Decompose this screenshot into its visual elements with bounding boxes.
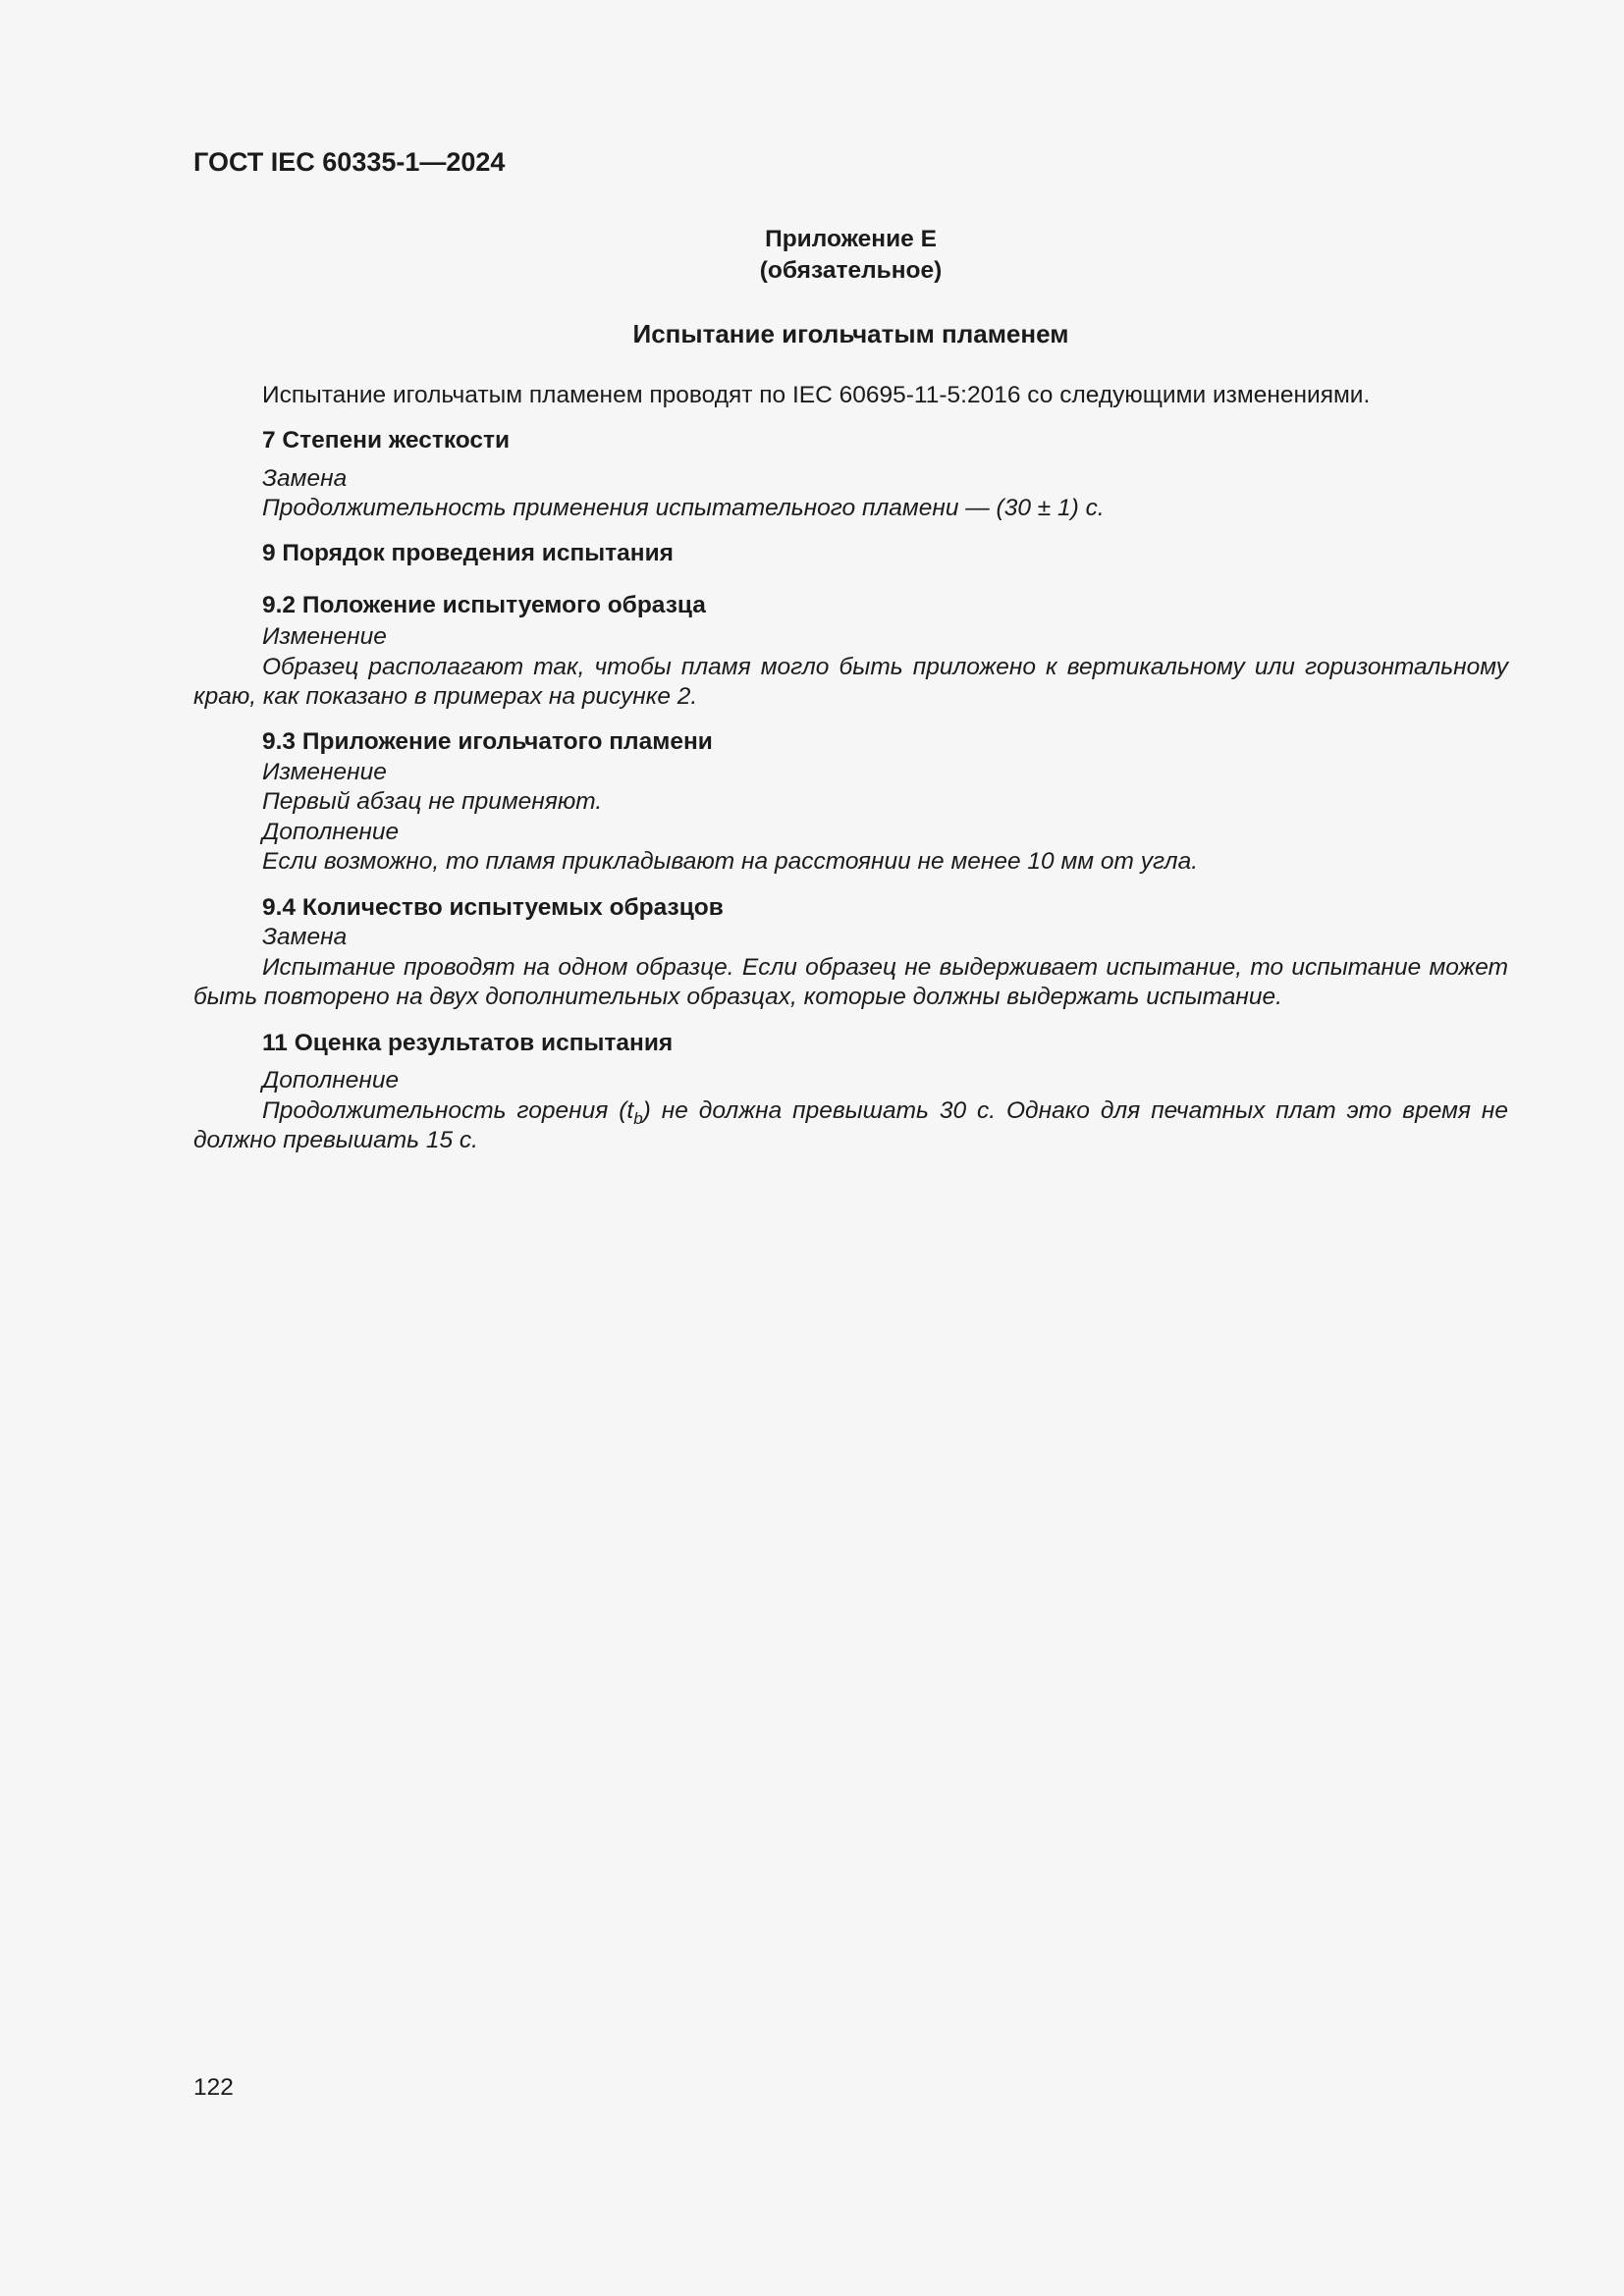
annex-heading: Испытание игольчатым пламенем — [632, 319, 1069, 348]
section-9-4-label: Замена — [262, 924, 348, 950]
section-9-3-text-1: Первый абзац не применяют. — [262, 788, 603, 815]
section-7-heading: 7 Степени жесткости — [262, 427, 511, 454]
section-9-3-label-2: Дополнение — [262, 819, 400, 845]
intro-paragraph: Испытание игольчатым пламенем проводят по IEC 60695-11-5:2016 со следующими изменениями. — [262, 382, 1371, 408]
section-9-3-heading: 9.3 Приложение игольчатого пламени — [262, 728, 713, 755]
document-header: ГОСТ IEC 60335-1—2024 — [193, 147, 506, 177]
section-9-3-label-1: Изменение — [262, 759, 387, 785]
section-9-2-label: Изменение — [262, 623, 387, 650]
section-9-heading: 9 Порядок проведения испытания — [262, 540, 674, 566]
page-number: 122 — [193, 2074, 234, 2101]
section-11-subscript: b — [633, 1108, 643, 1128]
section-9-2-text: Образец располагают так, чтобы пламя могло быть приложено к вертикальному или горизонтальному краю, как показано в примерах на рисунке 2. — [193, 654, 1508, 710]
section-9-4-heading: 9.4 Количество испытуемых образцов — [262, 894, 724, 921]
section-7-text: Продолжительность применения испытательного пламени — (30 ± 1) с. — [262, 495, 1105, 521]
annex-status: (обязательное) — [759, 257, 943, 284]
section-9-2-heading: 9.2 Положение испытуемого образца — [262, 592, 706, 618]
section-11-text-after: ) не должна превышать 30 с. Однако для печатных плат это время не должно превышать 15 с. — [193, 1097, 1508, 1153]
section-11-text — [193, 1096, 1508, 1155]
section-9-3-text-2: Если возможно, то пламя прикладывают на расстоянии не менее 10 мм от угла. — [262, 848, 1199, 875]
section-11-label: Дополнение — [262, 1067, 400, 1094]
section-11-heading: 11 Оценка результатов испытания — [262, 1030, 674, 1056]
section-7-label: Замена — [262, 465, 348, 492]
annex-title: Приложение E — [765, 226, 937, 252]
section-9-4-text: Испытание проводят на одном образце. Если образец не выдерживает испытание, то испытание может быть повторено на двух дополнительных образцах, которые должны выдержать испытание. — [193, 954, 1508, 1010]
section-11-text-before: Продолжительность горения (t — [262, 1097, 634, 1124]
